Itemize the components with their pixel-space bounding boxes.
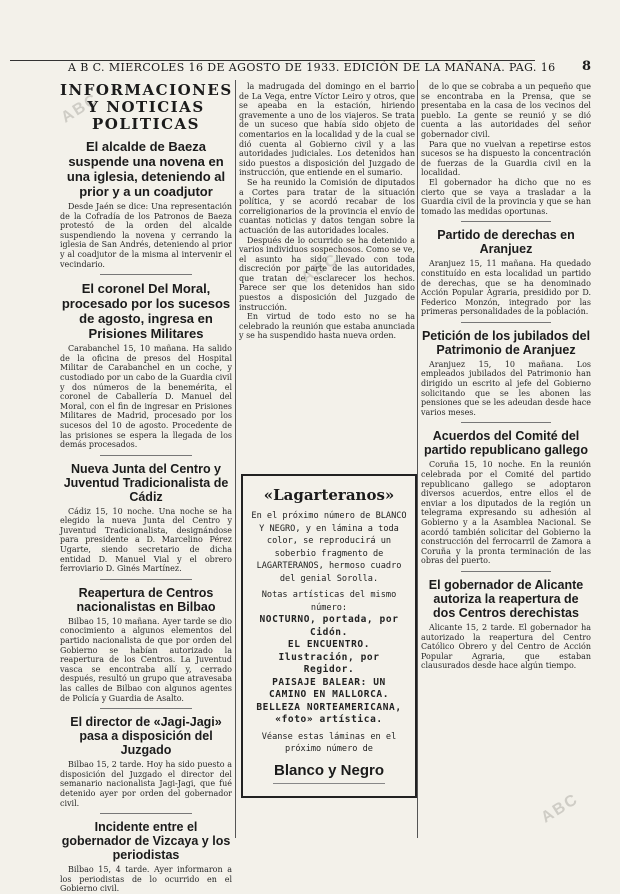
article-body: la madrugada del domingo en el barrio de La Vega, entre Víctor Leiro y otros, que se apeaba en la estación, hiriendo gravemente a uno de los viajeros. Se trata de un suceso que había sido objeto de comentarios en la localidad y de la cual se dió cuenta al Gobierno civil y a las autoridades judiciales. Los detenidos han sido puestos a disposición del Juzgado de instrucción, que entiende en el sumario. (239, 82, 415, 178)
column-rule (417, 80, 418, 838)
article-headline: Reapertura de Centros nacionalistas en Bilbao (76, 585, 216, 614)
divider (461, 322, 551, 323)
divider (461, 422, 551, 423)
article-body: Cádiz 15, 10 noche. Una noche se ha elegido la nueva Junta del Centro y Juventud Tradicionalista, designándose para presidente a D. Marcelino Pérez Ugarte, siendo secretario de dicha entidad D. Manuel Vial y el obrero ferroviario D. Ginés Martínez. (60, 506, 232, 574)
article-headline: Petición de los jubilados del Patrimonio de Aranjuez (421, 328, 591, 357)
ad-magazine-name: Blanco y Negro (273, 761, 385, 779)
article-body: Carabanchel 15, 10 mañana. Ha salido de la oficina de presos del Hospital Militar de Carabanchel en un coche, y custodiado por un cabo de la Guardia civil y dos números de la benemérita, el coronel de Caballería D. Manuel del Moral, con el fin de ingresar en Prisiones Militares de Madrid, procesado por los sucesos del 10 de agosto. Procedente de las prisiones se espera la llegada de los demás procesados. (60, 344, 232, 450)
article-body: Alicante 15, 2 tarde. El gobernador ha autorizado la reapertura del Centro Católico Obrero y del Centro de Acción Popular Agraria, que estaban clausurados desde hace algún tiempo. (421, 622, 591, 671)
article-headline: Partido de derechas en Aranjuez (437, 228, 575, 257)
article-headline: El coronel Del Moral, procesado por los sucesos de agosto, ingresa en Prisiones Militares (61, 281, 231, 342)
ad-paragraph: Véanse estas láminas en el próximo número de (261, 731, 397, 754)
article-headline: Acuerdos del Comité del partido republicano gallego (424, 429, 588, 458)
article-body: Para que no vuelvan a repetirse estos sucesos se ha dispuesto la concentración de fuerzas de la Guardia civil en la localidad. (421, 139, 591, 178)
column-rule (235, 80, 236, 838)
article-body: de lo que se cobraba a un pequeño que se encontraba en la Prensa, que se presentaba en la casa de los vecinos del pueblo. La gente se reunió y se dió cuenta a las autoridades del señor gobernador civil. (421, 82, 591, 139)
article-body: Se ha reunido la Comisión de diputados a Cortes para tratar de la situación política, y se acordó recabar de los correligionarios de la provincia el envío de cuantas noticias y datos tengan sobre la actuación de las autoridades locales. (239, 177, 415, 235)
column-middle (239, 82, 415, 341)
article-headline: Nueva Junta del Centro y Juventud Tradicionalista de Cádiz (63, 461, 229, 504)
page-number: 8 (582, 59, 592, 74)
ad-body (251, 510, 407, 756)
article-headline: El director de «Jagi-Jagi» pasa a disposición del Juzgado (70, 715, 222, 758)
article-body: Bilbao 15, 2 tarde. Hoy ha sido puesto a disposición del Juzgado el director del semanario nacionalista Jagi-Jagi, que fué detenido ayer por orden del gobernador civil. (60, 760, 232, 808)
divider (100, 274, 192, 275)
article-body: Bilbao 15, 10 mañana. Ayer tarde se dio conocimiento a algunos elementos del partido nacionalista de que por orden del Gobierno se habían autorizado la reapertura de los Centros. La Juventud vasca se encontraba allí y, cerrado después, resultó un grupo que atravesaba las calles de Bilbao con algunos agentes de Policía y Guardia de Asalto. (60, 616, 232, 703)
article-body: Después de lo ocurrido se ha detenido a varios individuos sospechosos. Como se ve, el asunto ha sido llevado con toda discreción por parte de las autoridades, que tratan de esclarecer los hechos. Parece ser que los detenidos han sido puestos a disposición del Juzgado de instrucción. (239, 235, 415, 312)
article-body: Aranjuez 15, 10 mañana. Los empleados jubilados del Patrimonio han dirigido un escrito al jefe del Gobierno solicitando que se les abonen las pensiones que se les adeudan desde hace varios meses. (421, 359, 591, 417)
column-right (421, 82, 591, 671)
advertisement-box (241, 474, 417, 798)
divider (100, 813, 192, 814)
watermark: ABC (538, 790, 582, 827)
article-body: Desde Jaén se dice: Una representación de la Cofradía de los Patronos de Baeza protestó de la orden del alcalde suspendiendo la novena y cerrando la iglesia de San Andrés, deteniendo al prior y al coadjutor de la misma al intervenir el vecindario. (60, 202, 232, 269)
ad-title: «Lagarteranos» (263, 486, 395, 504)
divider (461, 571, 551, 572)
ad-paragraph: Notas artísticas del mismo número: (261, 590, 397, 613)
ad-item: BELLEZA NORTEAMERICANA, «foto» artística. (256, 701, 402, 725)
article-body: Bilbao 15, 4 tarde. Ayer informaron a los periodistas de lo ocurrido en el Gobierno civil. (60, 865, 232, 894)
divider (100, 579, 192, 580)
section-title: INFORMACIONES Y NOTICIAS POLITICAS (60, 81, 233, 133)
ad-paragraph: En el próximo número de BLANCO Y NEGRO, y en lámina a toda color, se reproducirá un soberbio fragmento de LAGARTERANOS, hermoso cuadro del genial Sorolla. (251, 511, 407, 584)
watermark: ABC (298, 250, 342, 287)
divider (100, 708, 192, 709)
ad-item: NOCTURNO, portada, por Cidón. (259, 614, 399, 638)
ad-item: EL ENCUENTRO. Ilustración, por Regidor. (278, 639, 380, 675)
divider (461, 221, 551, 222)
article-headline: El gobernador de Alicante autoriza la reapertura de dos Centros derechistas (428, 577, 584, 620)
article-headline: El alcalde de Baeza suspende una novena en una iglesia, deteniendo al prior y a un coadjutor (66, 139, 226, 199)
article-headline: Incidente entre el gobernador de Vizcaya y los periodistas (61, 820, 231, 863)
divider (273, 783, 385, 784)
watermark: ABC (58, 90, 102, 127)
divider (100, 455, 192, 456)
ad-item: PAISAJE BALEAR: UN CAMINO EN MALLORCA. (268, 676, 390, 700)
article-body: Aranjuez 15, 11 mañana. Ha quedado constituído en esta localidad un partido de derechas, que se ha denominado Acción Popular Agraria, presidido por D. Federico Monzón, integrado por las primeras personalidades de la población. (421, 259, 591, 317)
column-left (60, 82, 232, 894)
article-body: Coruña 15, 10 noche. En la reunión celebrada por el Comité del partido republicano gallego se adoptaron diversos acuerdos, entre ellos el de enviar a los diputados de la región un telegrama expresando su adhesión al Gobierno y a la Asamblea Nacional. Se acordó también solicitar del Gobierno la construcción del ferrocarril de Zamora a Coruña y la pronta terminación de las obras del puerto. (421, 460, 591, 566)
article-body: En virtud de todo esto no se ha celebrado la reunión que estaba anunciada y se ha suspendido hasta nueva orden. (239, 312, 415, 341)
page-header: A B C. MIERCOLES 16 DE AGOSTO DE 1933. EDICIÓN DE LA MAÑANA. PAG. 16 (68, 61, 556, 74)
article-body: El gobernador ha dicho que no es cierto que se vaya a trasladar a la Guardia civil de la provincia y que se han tomado las medidas oportunas. (421, 177, 591, 216)
